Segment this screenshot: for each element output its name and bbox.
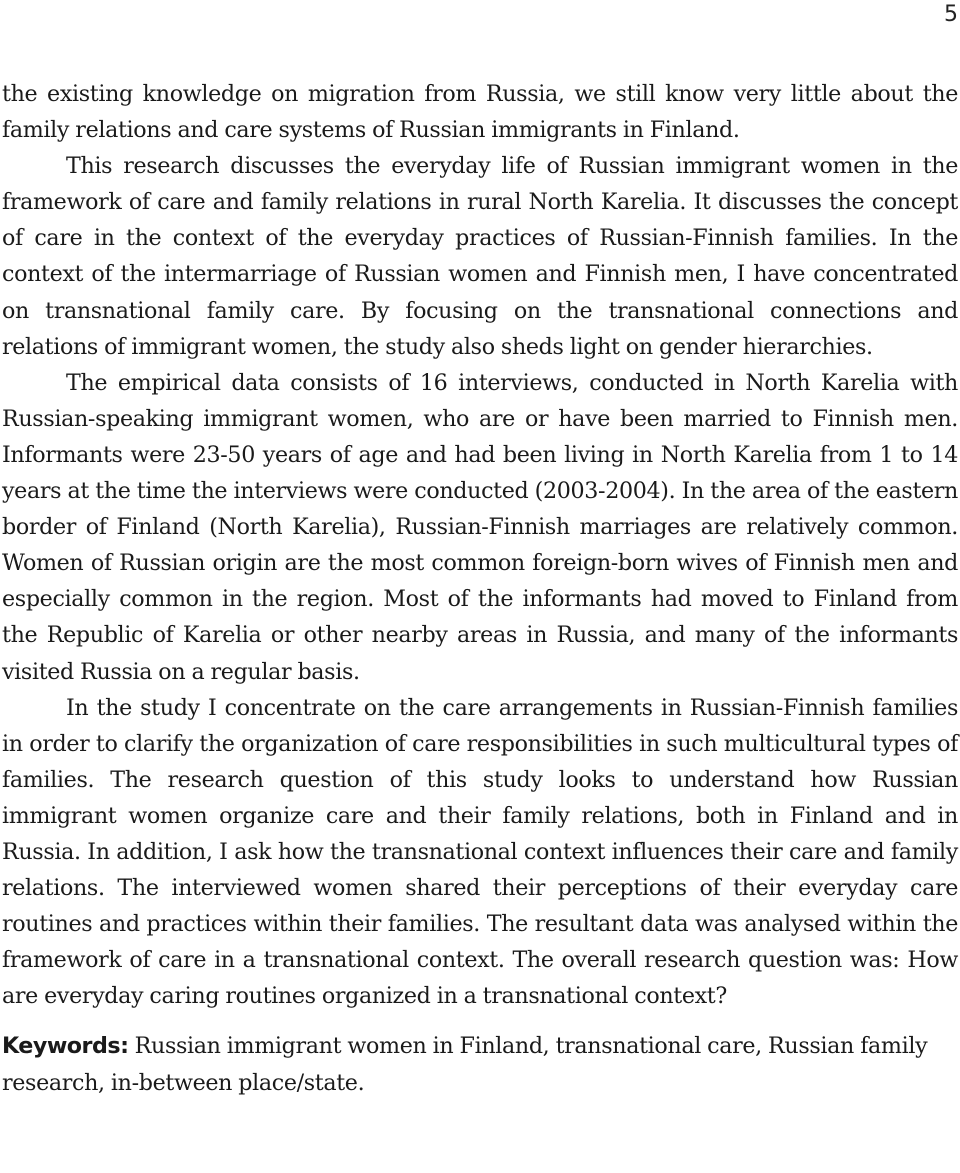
page-number: 5: [944, 2, 958, 27]
keywords-text: Russian immigrant women in Finland, transnational care, Russian family research, in-between place/state.: [2, 1033, 928, 1096]
paragraph-empirical-data: The empirical data consists of 16 interviews, conducted in North Karelia with Russian-speaking immigrant women, who are or have been married to Finnish men. Informants were 23-50 years of age and had been living in North Karelia from 1 to 14 years at the time the interviews were conducted (2003-2004). In the area of the eastern border of Finland (North Karelia), Russian-Finnish marriages are relatively common. Women of Russian origin are the most common foreign-born wives of Finnish men and especially common in the region. Most of the informants had moved to Finland from the Republic of Karelia or other nearby areas in Russia, and many of the informants visited Russia on a regular basis.: [2, 369, 958, 685]
paragraph-research-scope: This research discusses the everyday life of Russian immigrant women in the framework of care and family relations in rural North Karelia. It discusses the concept of care in the context of the everyday practices of Russian-Finnish families. In the context of the intermarriage of Russian women and Finnish men, I have concentrated on transnational family care. By focusing on the transnational connections and relations of immigrant women, the study also sheds light on gender hierarchies.: [2, 153, 958, 360]
paragraph-research-question: In the study I concentrate on the care arrangements in Russian-Finnish families in order to clarify the organization of care responsibilities in such multicultural types of families. The research question of this study looks to understand how Russian immigrant women organize care and their family relations, both in Finland and in Russia. In addition, I ask how the transnational context influences their care and family relations. The interviewed women shared their perceptions of their everyday care routines and practices within their families. The resultant data was analysed within the framework of care in a transnational context. The overall research question was: How are everyday caring routines organized in a transnational context?: [2, 694, 958, 1010]
paragraph-intro-continuation: the existing knowledge on migration from Russia, we still know very little about the family relations and care systems of Russian immigrants in Finland.: [2, 81, 958, 144]
body-text: [2, 76, 958, 1101]
keywords-label: Keywords:: [2, 1033, 129, 1060]
keywords-line: [2, 1028, 958, 1100]
